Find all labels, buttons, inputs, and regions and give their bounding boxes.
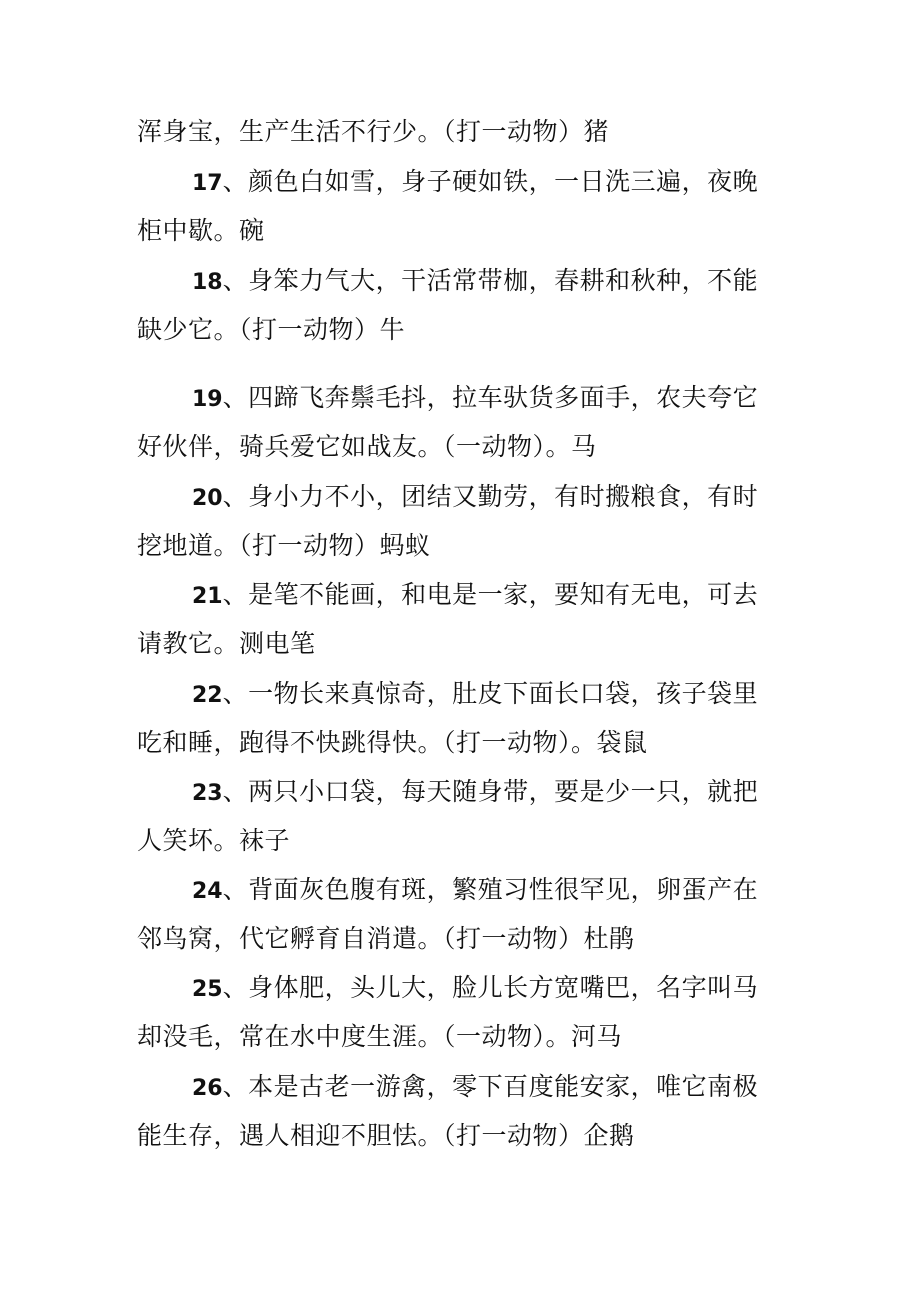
riddle-16-continuation: 浑身宝，生产生活不行少。（打一动物）猪 xyxy=(137,117,610,146)
riddle-number: 21 xyxy=(192,584,223,609)
riddle-25-line2: 却没毛，常在水中度生涯。（一动物）。河马 xyxy=(137,1022,623,1051)
riddle-25-line1 xyxy=(192,972,832,1006)
riddle-text: 、是笔不能画，和电是一家，要知有无电，可去 xyxy=(222,580,759,609)
riddle-21-line2: 请教它。测电笔 xyxy=(137,629,316,658)
riddle-text: 、四蹄飞奔鬃毛抖，拉车驮货多面手，农夫夸它 xyxy=(222,383,759,412)
riddle-18-line2: 缺少它。（打一动物）牛 xyxy=(137,315,406,344)
riddle-text: 、颜色白如雪，身子硬如铁，一日洗三遍，夜晚 xyxy=(222,167,759,196)
riddle-17-line1 xyxy=(192,166,832,200)
riddle-number: 18 xyxy=(192,270,223,295)
riddle-text: 、身体肥，头儿大，脸儿长方宽嘴巴，名字叫马 xyxy=(222,973,759,1002)
riddle-26-line2: 能生存，遇人相迎不胆怯。（打一动物）企鹅 xyxy=(137,1121,635,1150)
riddle-number: 20 xyxy=(192,486,223,511)
riddle-text: 、一物长来真惊奇，肚皮下面长口袋，孩子袋里 xyxy=(222,679,759,708)
riddle-17-line2: 柜中歇。碗 xyxy=(137,216,265,245)
riddle-20-line1 xyxy=(192,481,832,515)
riddle-text: 、背面灰色腹有斑，繁殖习性很罕见，卵蛋产在 xyxy=(222,875,759,904)
riddle-text: 、两只小口袋，每天随身带，要是少一只，就把 xyxy=(222,777,759,806)
riddle-number: 19 xyxy=(192,387,223,412)
riddle-number: 24 xyxy=(192,879,223,904)
riddle-number: 22 xyxy=(192,683,223,708)
riddle-24-line2: 邻鸟窝，代它孵育自消遣。（打一动物）杜鹃 xyxy=(137,924,635,953)
riddle-24-line1 xyxy=(192,874,832,908)
riddle-20-line2: 挖地道。（打一动物）蚂蚁 xyxy=(137,531,431,560)
riddle-23-line2: 人笑坏。袜子 xyxy=(137,826,291,855)
riddle-23-line1 xyxy=(192,776,832,810)
riddle-22-line1 xyxy=(192,678,832,712)
riddle-number: 26 xyxy=(192,1076,223,1101)
riddle-21-line1 xyxy=(192,579,832,613)
riddle-18-line1 xyxy=(192,265,832,299)
riddle-19-line2: 好伙伴，骑兵爱它如战友。（一动物）。马 xyxy=(137,432,597,461)
riddle-text: 、本是古老一游禽，零下百度能安家，唯它南极 xyxy=(222,1072,759,1101)
riddle-26-line1 xyxy=(192,1071,832,1105)
riddle-22-line2: 吃和睡，跑得不快跳得快。（打一动物）。袋鼠 xyxy=(137,728,648,757)
riddle-number: 25 xyxy=(192,977,223,1002)
riddle-19-line1 xyxy=(192,382,832,416)
riddle-text: 、身笨力气大，干活常带枷，春耕和秋种，不能 xyxy=(222,266,759,295)
riddle-number: 23 xyxy=(192,781,223,806)
riddle-text: 、身小力不小，团结又勤劳，有时搬粮食，有时 xyxy=(222,482,759,511)
riddle-number: 17 xyxy=(192,171,223,196)
